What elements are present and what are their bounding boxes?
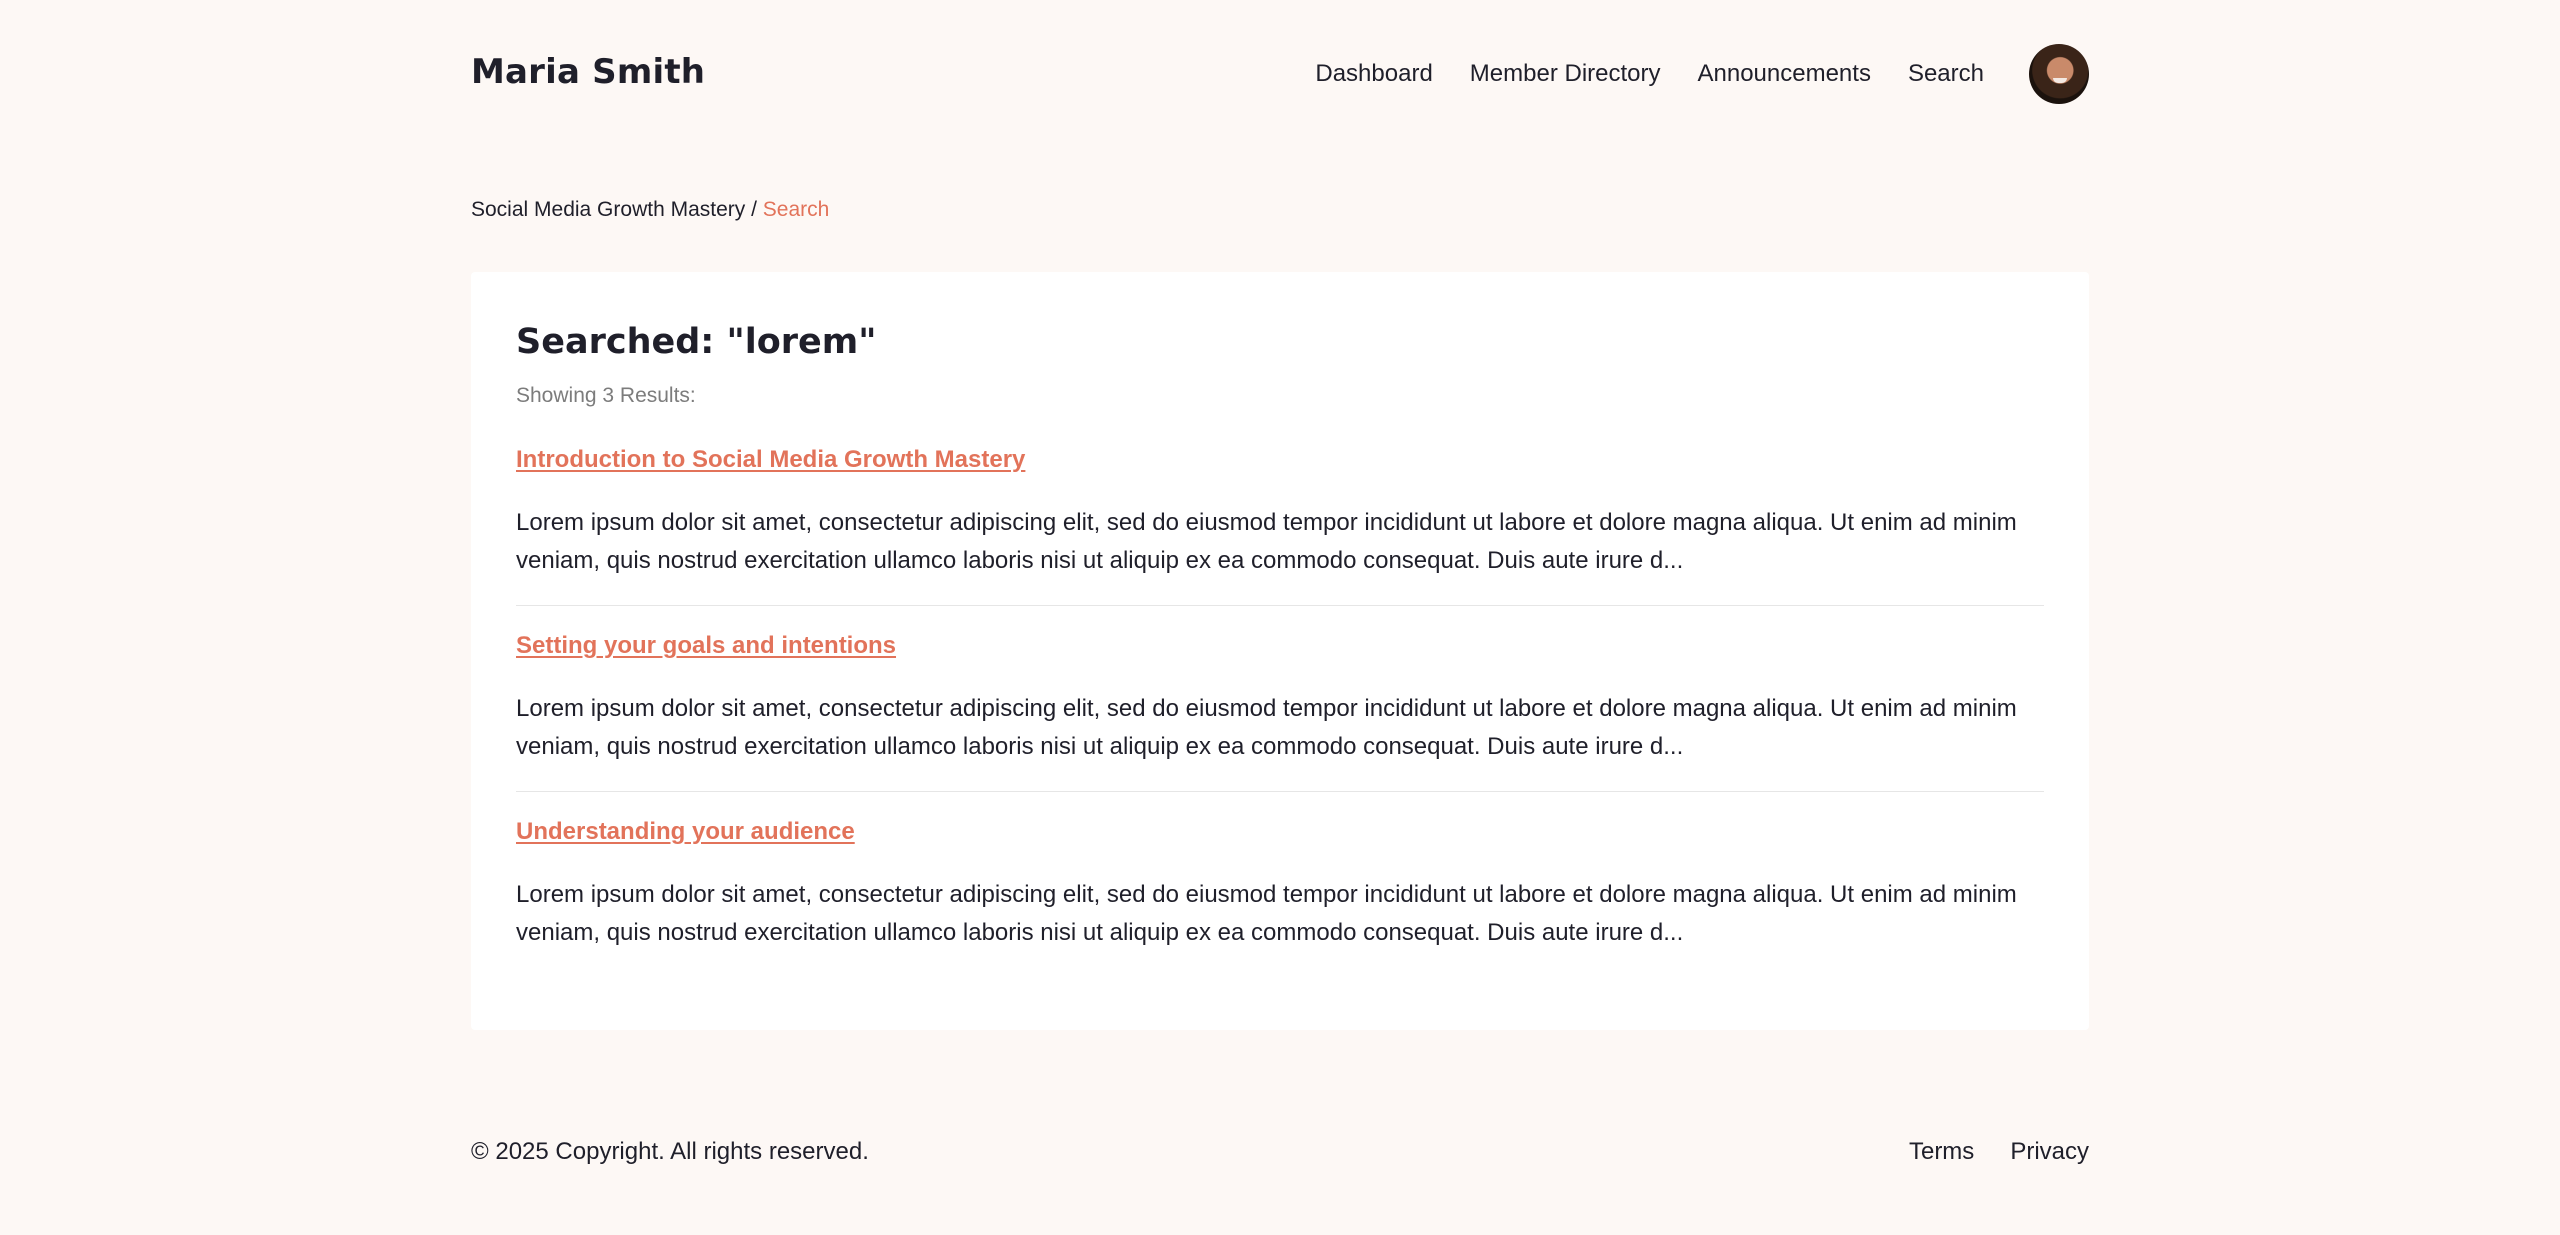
breadcrumb <box>471 198 829 222</box>
nav-dashboard[interactable]: Dashboard <box>1315 60 1433 87</box>
result-excerpt: Lorem ipsum dolor sit amet, consectetur adipiscing elit, sed do eiusmod tempor incididunt ut labore et dolore magna aliqua. Ut enim ad minim veniam, quis nostrud exercitation ullamco laboris nisi ut aliquip ex ea commodo consequat. Duis aute irure d... <box>516 509 2017 574</box>
nav-search[interactable]: Search <box>1907 60 1984 87</box>
result-title-link[interactable]: Introduction to Social Media Growth Mastery <box>516 446 1026 473</box>
list-item <box>516 818 2044 952</box>
footer-privacy-link[interactable]: Privacy <box>2010 1138 2089 1165</box>
divider <box>516 605 2044 606</box>
user-avatar[interactable] <box>2029 44 2089 104</box>
nav-member-directory[interactable]: Member Directory <box>1469 60 1661 87</box>
divider <box>516 791 2044 792</box>
site-header <box>471 0 2089 148</box>
site-brand[interactable]: Maria Smith <box>471 52 706 92</box>
result-title-link[interactable]: Setting your goals and intentions <box>516 632 897 659</box>
result-title-link[interactable]: Understanding your audience <box>516 818 855 845</box>
list-item <box>516 632 2044 766</box>
search-heading: Searched: "lorem" <box>516 322 877 362</box>
result-excerpt: Lorem ipsum dolor sit amet, consectetur adipiscing elit, sed do eiusmod tempor incididunt ut labore et dolore magna aliqua. Ut enim ad minim veniam, quis nostrud exercitation ullamco laboris nisi ut aliquip ex ea commodo consequat. Duis aute irure d... <box>516 881 2017 946</box>
main-nav <box>1315 43 2089 105</box>
results-list <box>516 446 2044 952</box>
copyright-text: © 2025 Copyright. All rights reserved. <box>471 1138 869 1165</box>
footer-terms-link[interactable]: Terms <box>1908 1138 1975 1165</box>
result-count: Showing 3 Results: <box>516 384 696 407</box>
search-results-card <box>471 272 2089 1030</box>
breadcrumb-separator: / <box>751 198 757 221</box>
result-excerpt: Lorem ipsum dolor sit amet, consectetur adipiscing elit, sed do eiusmod tempor incididunt ut labore et dolore magna aliqua. Ut enim ad minim veniam, quis nostrud exercitation ullamco laboris nisi ut aliquip ex ea commodo consequat. Duis aute irure d... <box>516 695 2017 760</box>
breadcrumb-course-link[interactable]: Social Media Growth Mastery <box>471 198 746 221</box>
footer-links <box>1873 1138 2089 1166</box>
list-item <box>516 446 2044 580</box>
nav-announcements[interactable]: Announcements <box>1697 60 1871 87</box>
site-footer <box>471 1138 2089 1174</box>
breadcrumb-current: Search <box>762 198 830 221</box>
